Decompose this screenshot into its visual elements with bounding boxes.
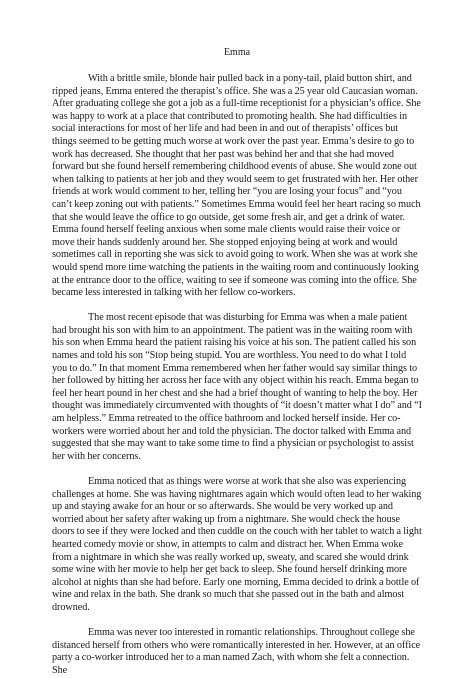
paragraph-1: With a brittle smile, blonde hair pulled back in a pony-tail, plaid button shirt, and ripped jeans, Emma entered the therapist’s office. She was a 25 year old Caucasian woman. After graduating college she got a job as a full-time receptionist for a physician’s office. She was happy to work at a place that contributed to promoting health. She had difficulties in social interactions for most of her life and had been in and out of therapists’ offices but things seemed to be getting much worse at work over the past year. Emma’s desire to go to work has decreased. She thought that her past was behind her and that she had moved forward but she found herself remembering childhood events of abuse. She would zone out when talking to patients at her job and they would seem to get frustrated with her. Her other friends at work would comment to her, telling her “you are losing your focus” and “you can’t keep zoning out with patients.” Sometimes Emma would feel her heart racing so much that she would leave the office to go outside, get some fresh air, and get a drink of water. Emma found herself feeling anxious when some male clients would raise their voice or move their hands suddenly around her. She stopped enjoying being at work and would sometimes call in reporting she was sick to avoid going to work. When she was at work she would spend more time watching the patients in the waiting room and continuously looking at the entrance door to the office, waiting to see if someone was coming into the office. She became less interested in talking with her fellow co-workers. [52,73,421,299]
paragraph-2: The most recent episode that was disturbing for Emma was when a male patient had brought his son with him to an appointment. The patient was in the waiting room with his son when Emma heard the patient raising his voice at his son. The patient called his son names and told his son “Stop being stupid. You are worthless. You need to do what I told you to do.” In that moment Emma remembered when her father would say similar things to her followed by hitting her across her face with any object within his reach. Emma began to feel her heart pound in her chest and she had a brief thought of wanting to help the boy. Her thought was immediately circumvented with thoughts of “it doesn’t matter what I do” and “I am helpless.” Emma retreated to the office bathroom and locked herself inside. Her co-workers were worried about her and told the physician. The doctor talked with Emma and suggested that she may want to take some time to find a physician or psychologist to assist her with her concerns. [52,312,422,462]
document-title: Emma [223,47,251,58]
paragraph-4: Emma was never too interested in romantic relationships. Throughout college she distanced herself from others who were romantically interested in her. However, at an office party a co-worker introduced her to a man named Zach, with whom she felt a connection. She [52,627,421,676]
paragraph-3: Emma noticed that as things were worse at work that she also was experiencing challenges at home. She was having nightmares again which would often lead to her waking up and staying awake for an hour or so afterwards. She would be very worked up and worried about her safety after waking up from a nightmare. She would check the house doors to see if they were locked and then cuddle on the couch with her tablet to watch a light hearted comedy movie or show, in attempts to calm and distract her. When Emma woke from a nightmare in which she was really worked up, sweaty, and scared she would drink some wine with her movie to help her get back to sleep. She found herself drinking more alcohol at nights than she had before. Early one morning, Emma decided to drink a bottle of wine and relax in the bath. She drank so much that she passed out in the bath and almost drowned. [52,476,422,613]
